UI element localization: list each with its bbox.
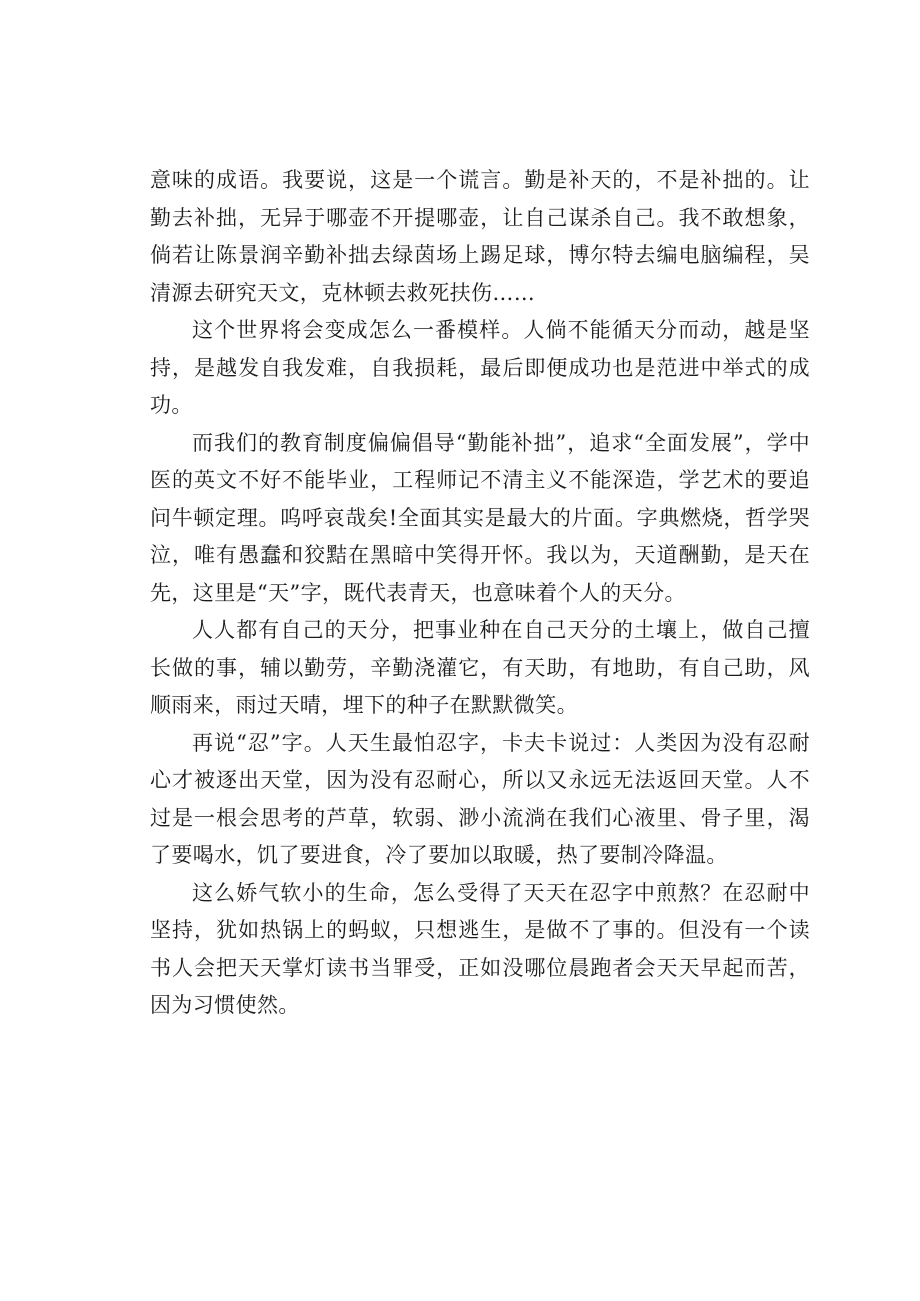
article-body (150, 162, 810, 1025)
paragraph-5: 再说“忍”字。人天生最怕忍字，卡夫卡说过：人类因为没有忍耐心才被逐出天堂，因为没有忍耐心，所以又永远无法返回天堂。人不过是一根会思考的芦草，软弱、渺小流淌在我们心液里、骨子里，渴了要喝水，饥了要进食，冷了要加以取暖，热了要制冷降温。 (150, 730, 810, 867)
paragraph-1: 意味的成语。我要说，这是一个谎言。勤是补天的，不是补拙的。让勤去补拙，无异于哪壶不开提哪壶，让自己谋杀自己。我不敢想象，倘若让陈景润辛勤补拙去绿茵场上踢足球，博尔特去编电脑编程，吴清源去研究天文，克林顿去救死扶伤…… (150, 168, 810, 305)
paragraph-4: 人人都有自己的天分，把事业种在自己天分的土壤上，做自己擅长做的事，辅以勤劳，辛勤浇灌它，有天助，有地助，有自己助，风顺雨来，雨过天晴，埋下的种子在默默微笑。 (150, 618, 810, 717)
paragraph-3: 而我们的教育制度偏偏倡导“勤能补拙”，追求“全面发展”，学中医的英文不好不能毕业，工程师记不清主义不能深造，学艺术的要追问牛顿定理。呜呼哀哉矣!全面其实是最大的片面。字典燃烧，哲学哭泣，唯有愚蠢和狡黠在黑暗中笑得开怀。我以为，天道酬勤，是天在先，这里是“天”字，既代表青天，也意味着个人的天分。 (150, 430, 810, 605)
paragraph-6: 这么娇气软小的生命，怎么受得了天天在忍字中煎熬？在忍耐中坚持，犹如热锅上的蚂蚁，只想逃生，是做不了事的。但没有一个读书人会把天天掌灯读书当罪受，正如没哪位晨跑者会天天早起而苦，因为习惯使然。 (150, 880, 810, 1017)
paragraph-2: 这个世界将会变成怎么一番模样。人倘不能循天分而动，越是坚持，是越发自我发难，自我损耗，最后即便成功也是范进中举式的成功。 (150, 318, 810, 417)
